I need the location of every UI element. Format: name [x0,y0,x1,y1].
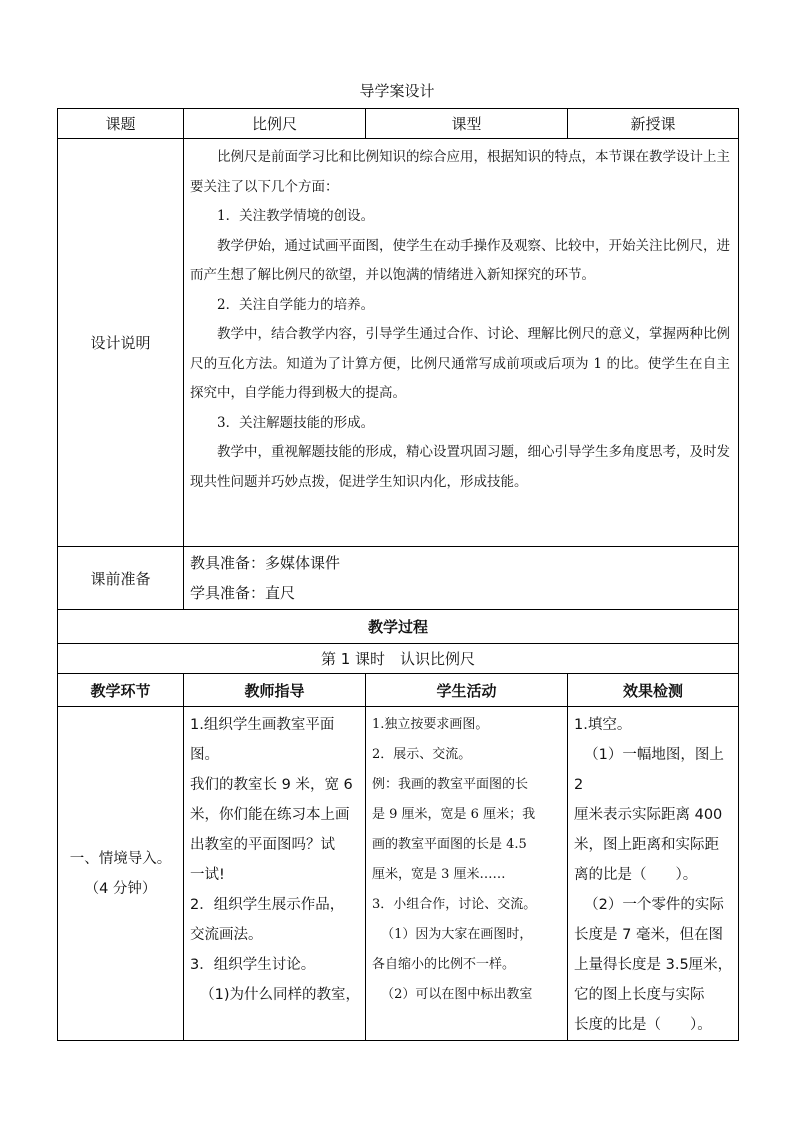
design-paragraph: 3．关注解题技能的形成。 [217,414,375,431]
lesson-plan-table [57,108,739,1041]
topic-label: 课题 [58,109,184,139]
teacher-line: 3．组织学生讨论。 [190,957,316,973]
design-label: 设计说明 [58,139,184,547]
student-preparation: 学具准备：直尺 [190,584,296,602]
check-line: 米，图上距离和实际距 [574,837,719,853]
design-paragraph: 教学中，结合教学内容，引导学生通过合作、讨论、理解比例尺的意义，掌握两种比例尺的互化方法。知道为了计算方便，比例尺通常写成前项或后项为 1 的比。使学生在自主探究中，自学能力得到极大的提高。 [190,326,730,401]
check-line: （1）一幅地图，图上 2 [574,747,724,793]
document-title: 导学案设计 [359,82,435,100]
design-paragraph: 比例尺是前面学习比和比例知识的综合应用，根据知识的特点，本节课在教学设计上主要关注了以下几个方面： [190,149,730,195]
check-cell [568,707,739,1041]
teacher-line: 图。 [190,747,219,763]
design-paragraph: 教学中，重视解题技能的形成，精心设置巩固习题，细心引导学生多角度思考，及时发现共性问题并巧妙点拨，促进学生知识内化，形成技能。 [190,444,730,490]
student-line: 例：我画的教室平面图的长 [372,777,529,792]
student-line: 是 9 厘米，宽是 6 厘米；我 [372,807,536,822]
stage-duration: （4 分钟） [84,880,157,897]
preparation-row [58,547,739,610]
teacher-preparation: 教具准备：多媒体课件 [190,554,341,572]
teacher-line: 一试! [190,867,225,883]
check-line: 长度是 7 毫米，但在图 [574,927,723,943]
stage-name: 一、情境导入。 [69,850,172,867]
check-line: 长度的比是（ ）。 [574,1017,712,1033]
design-row [58,139,739,547]
check-line: （2）一个零件的实际 [584,897,724,913]
teacher-line: 我们的教室长 9 米，宽 6 [190,777,353,793]
design-content [184,139,739,547]
teacher-cell [184,707,366,1041]
teacher-line: （1)为什么同样的教室， [200,987,361,1003]
stage-cell [58,707,184,1041]
teacher-line: 交流画法。 [190,927,263,943]
student-line: 2．展示、交流。 [372,747,472,762]
student-line: 3．小组合作，讨论、交流。 [372,897,537,912]
header-row [58,109,739,139]
column-header-student: 学生活动 [366,674,568,707]
topic-value: 比例尺 [184,109,366,139]
lesson-row [58,644,739,674]
student-line: 各自缩小的比例不一样。 [372,957,516,972]
design-paragraph: 2．关注自学能力的培养。 [217,296,375,313]
column-header-check: 效果检测 [568,674,739,707]
teacher-line: 米，你们能在练习本上画 [190,807,350,823]
design-paragraph: 教学伊始，通过试画平面图，使学生在动手操作及观察、比较中，开始关注比例尺，进而产生想了解比例尺的欲望，并以饱满的情绪进入新知探究的环节。 [190,237,730,283]
student-line: 1.独立按要求画图。 [372,717,489,732]
teacher-line: 1.组织学生画教室平面 [190,717,335,733]
check-line: 1.填空。 [574,717,632,733]
lesson-title: 第 1 课时 认识比例尺 [58,644,739,674]
check-line: 离的比是（ ）。 [574,867,698,883]
column-header-stage: 教学环节 [58,674,184,707]
teacher-line: 出教室的平面图吗？试 [190,837,335,853]
teacher-line: 2．组织学生展示作品， [190,897,345,913]
type-label: 课型 [366,109,568,139]
column-header-teacher: 教师指导 [184,674,366,707]
student-line: （1）因为大家在画图时， [381,927,533,942]
column-header-row [58,674,739,707]
process-row [58,707,739,1041]
student-line: 画的教室平面图的长是 4.5 [372,837,527,852]
student-cell [366,707,568,1041]
check-line: 厘米表示实际距离 400 [574,807,723,823]
process-title-row [58,610,739,644]
preparation-content [184,547,739,610]
student-line: 厘米，宽是 3 厘米…… [372,867,506,882]
design-paragraph: 1．关注教学情境的创设。 [217,208,375,224]
student-line: （2）可以在图中标出教室 [381,987,533,1002]
preparation-label: 课前准备 [58,547,184,610]
check-line: 上量得长度是 3.5厘米， [574,957,733,973]
process-title: 教学过程 [58,610,739,644]
check-line: 它的图上长度与实际 [574,987,705,1003]
type-value: 新授课 [568,109,739,139]
